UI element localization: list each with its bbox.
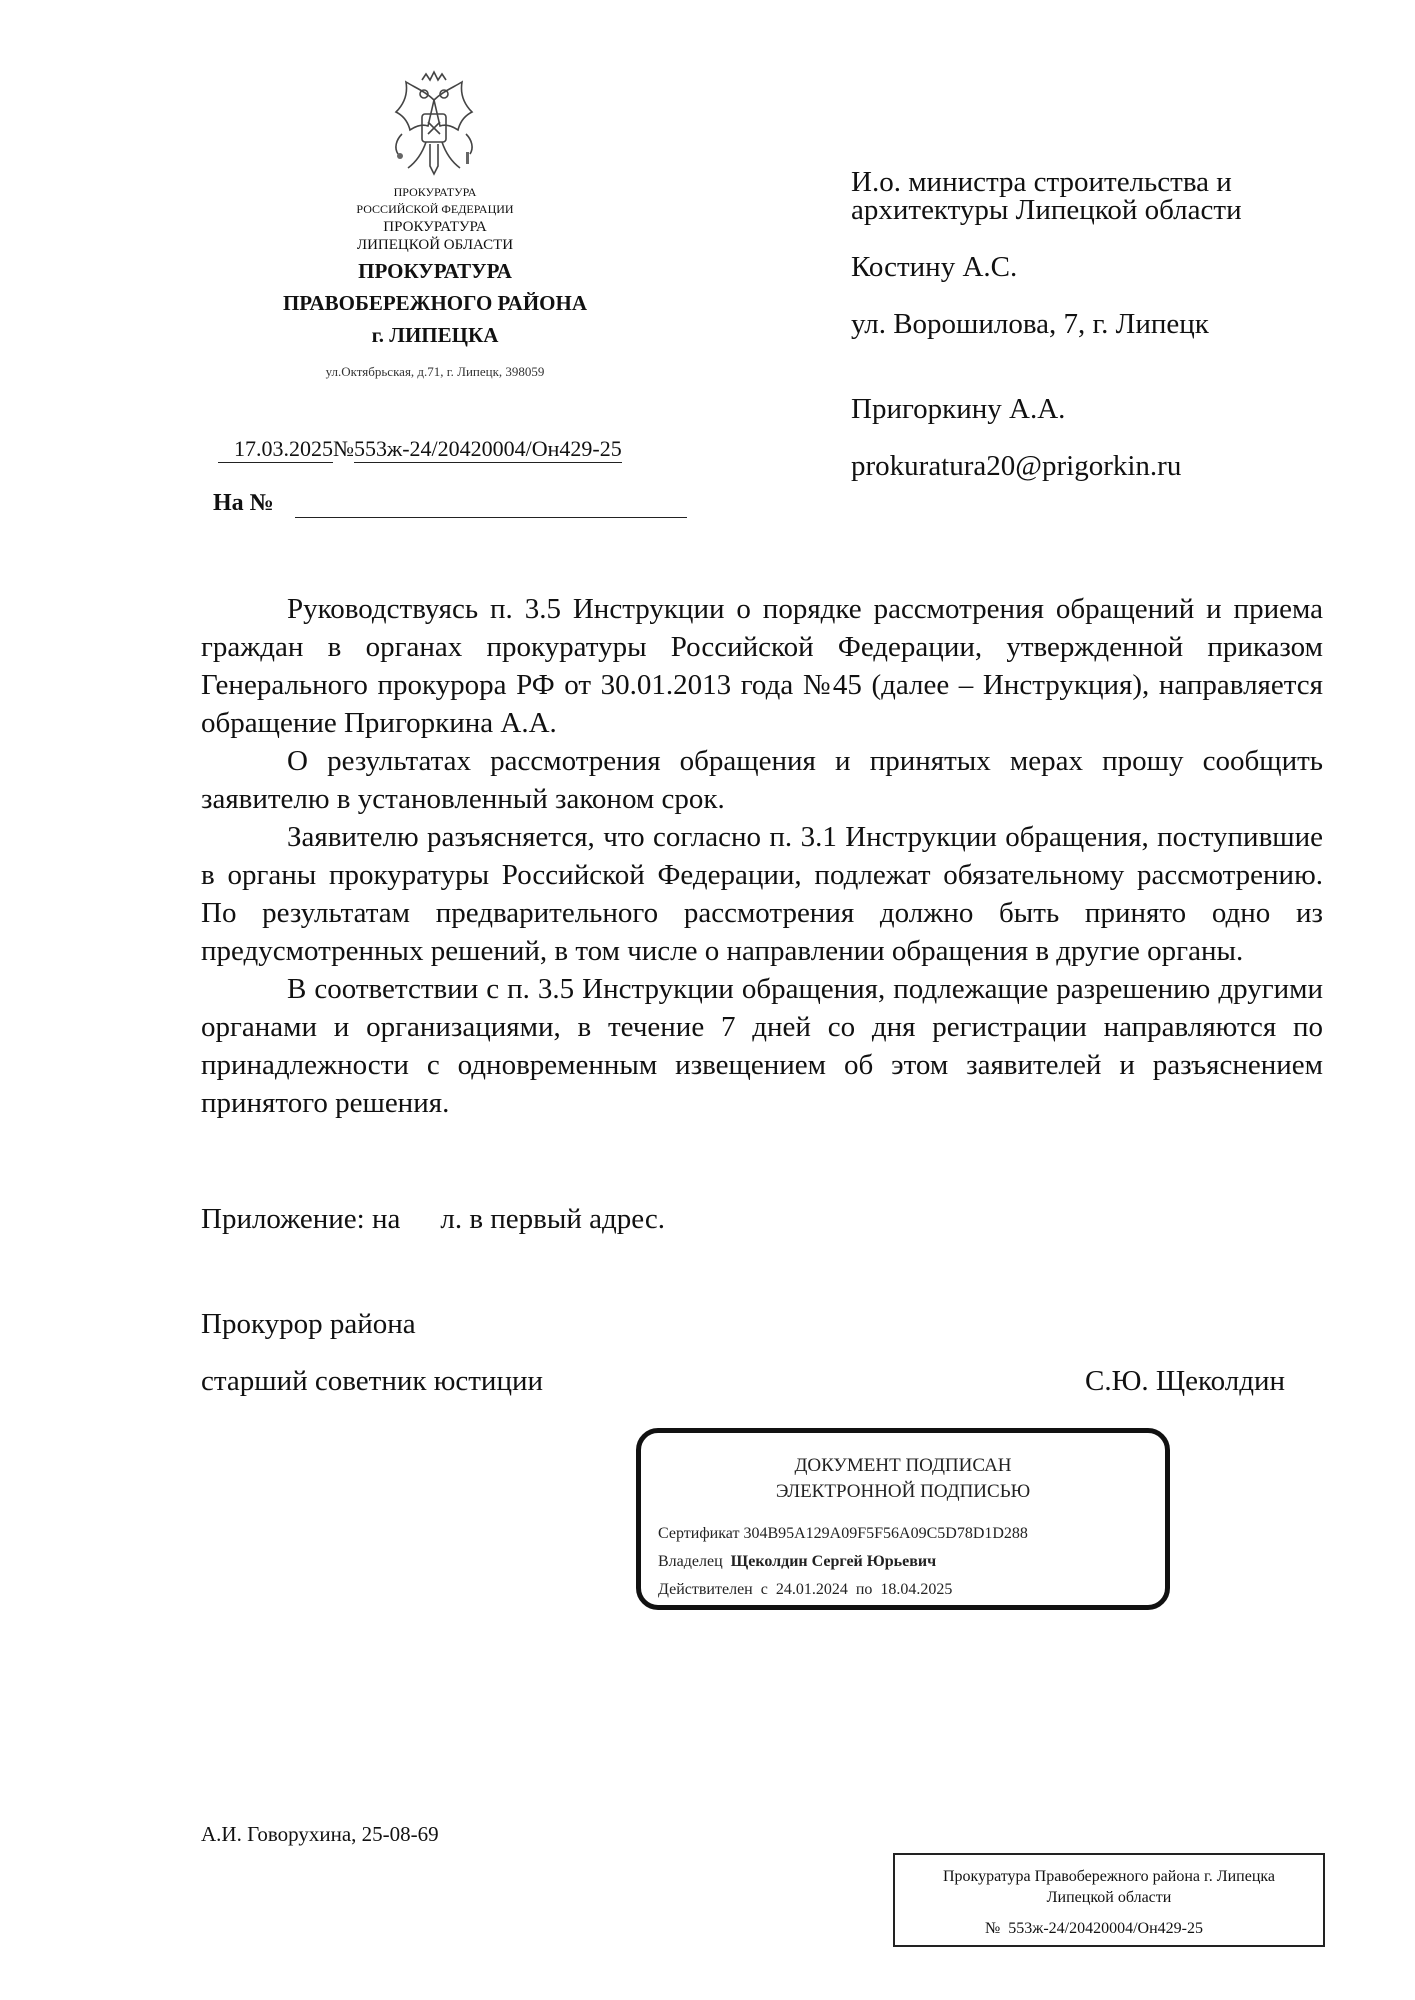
addressee-line-5: Пригоркину А.А. xyxy=(851,393,1066,425)
registration-footer-box xyxy=(893,1853,1325,1947)
registration-number: 553ж-24/20420004/Он429-25 xyxy=(354,436,622,461)
body-paragraph-2: О результатах рассмотрения обращения и принятых мерах прошу сообщить заявителю в установленный законом срок. xyxy=(201,745,1323,815)
addressee-line-4: ул. Ворошилова, 7, г. Липецк xyxy=(851,308,1209,340)
letterhead-line-5: ПРОКУРАТУРА xyxy=(358,259,512,283)
registration-date: 17.03.2025 xyxy=(218,436,333,463)
body-paragraph-1: Руководствуясь п. 3.5 Инструкции о порядке рассмотрения обращений и приема граждан в органах прокуратуры Российской Федерации, утвержденной приказом Генерального прокурора РФ от 30.01.2013 года №45 (далее – Инструкция), направляется обращение Пригоркина А.А. xyxy=(201,593,1323,739)
addressee-line-1: И.о. министра строительства и xyxy=(851,166,1232,198)
letterhead-line-6: ПРАВОБЕРЕЖНОГО РАЙОНА xyxy=(282,291,588,315)
stamp-owner-label: Владелец xyxy=(658,1553,723,1570)
stamp-valid-to-label: по xyxy=(855,1581,873,1598)
letterhead-line-1: ПРОКУРАТУРА xyxy=(393,185,477,199)
footer-box-number: 553ж-24/20420004/Он429-25 xyxy=(1008,1920,1203,1937)
stamp-owner-value: Щеколдин Сергей Юрьевич xyxy=(730,1553,937,1570)
addressee-email: prokuratura20@prigorkin.ru xyxy=(851,450,1182,482)
body-paragraph-4: В соответствии с п. 3.5 Инструкции обращения, подлежащие разрешению другими органами и организациями, в течение 7 дней со дня регистрации направляются по принадлежности с одновременным извещением об этом заявителей и разъяснением принятого решения. xyxy=(201,973,1323,1119)
addressee-line-2: архитектуры Липецкой области xyxy=(851,194,1242,226)
coat-of-arms-emblem-icon xyxy=(378,70,490,182)
electronic-signature-stamp xyxy=(636,1428,1170,1610)
attachment-pages: л. в первый адрес. xyxy=(440,1203,665,1235)
stamp-valid-to: 18.04.2025 xyxy=(880,1581,953,1598)
stamp-valid-from: 24.01.2024 xyxy=(775,1581,848,1598)
stamp-title-line-2: ЭЛЕКТРОННОЙ ПОДПИСЬЮ xyxy=(775,1481,1031,1502)
letterhead-line-3: ПРОКУРАТУРА xyxy=(383,219,487,235)
registration-number-sign: № xyxy=(333,436,354,461)
stamp-title-line-1: ДОКУМЕНТ ПОДПИСАН xyxy=(794,1455,1012,1476)
letterhead-line-4: ЛИПЕЦКОЙ ОБЛАСТИ xyxy=(356,237,514,253)
reply-to-label: На № xyxy=(213,490,274,516)
stamp-validity xyxy=(658,1581,952,1599)
addressee-line-3: Костину А.С. xyxy=(851,251,1018,283)
stamp-certificate xyxy=(658,1525,1028,1543)
footer-box-line-1: Прокуратура Правобережного района г. Липецка xyxy=(942,1868,1276,1885)
stamp-title xyxy=(641,1453,1165,1505)
signature-position: Прокурор района xyxy=(201,1308,416,1340)
stamp-certificate-label: Сертификат xyxy=(658,1525,740,1542)
stamp-certificate-value: 304B95A129A09F5F56A09C5D78D1D288 xyxy=(743,1525,1028,1542)
stamp-valid-from-label: с xyxy=(760,1581,768,1598)
footer-box-line-2: Липецкой области xyxy=(1046,1889,1172,1906)
stamp-valid-label: Действителен xyxy=(658,1581,753,1598)
executor-contact: А.И. Говорухина, 25-08-69 xyxy=(201,1822,439,1846)
reply-to-blank-line xyxy=(295,517,687,518)
footer-box-number-line xyxy=(895,1918,1323,1939)
signature-rank: старший советник юстиции xyxy=(201,1365,543,1397)
letterhead-line-7: г. ЛИПЕЦКА xyxy=(371,323,499,347)
signature-name: С.Ю. Щеколдин xyxy=(1085,1365,1286,1397)
letter-body xyxy=(201,590,1323,1122)
letterhead-line-2: РОССИЙСКОЙ ФЕДЕРАЦИИ xyxy=(356,202,514,216)
registration-line xyxy=(218,436,723,463)
footer-box-number-sign: № xyxy=(985,1920,1001,1937)
attachment-label: Приложение: на xyxy=(201,1203,401,1235)
attachment-line xyxy=(201,1203,665,1236)
body-paragraph-3: Заявителю разъясняется, что согласно п. 3.1 Инструкции обращения, поступившие в органы прокуратуры Российской Федерации, подлежат обязательному рассмотрению. По результатам предварительного рассмотрения должно быть принято одно из предусмотренных решений, в том числе о направлении обращения в другие органы. xyxy=(201,821,1323,967)
letterhead-address: ул.Октябрьская, д.71, г. Липецк, 398059 xyxy=(325,364,545,379)
stamp-owner xyxy=(658,1553,936,1571)
